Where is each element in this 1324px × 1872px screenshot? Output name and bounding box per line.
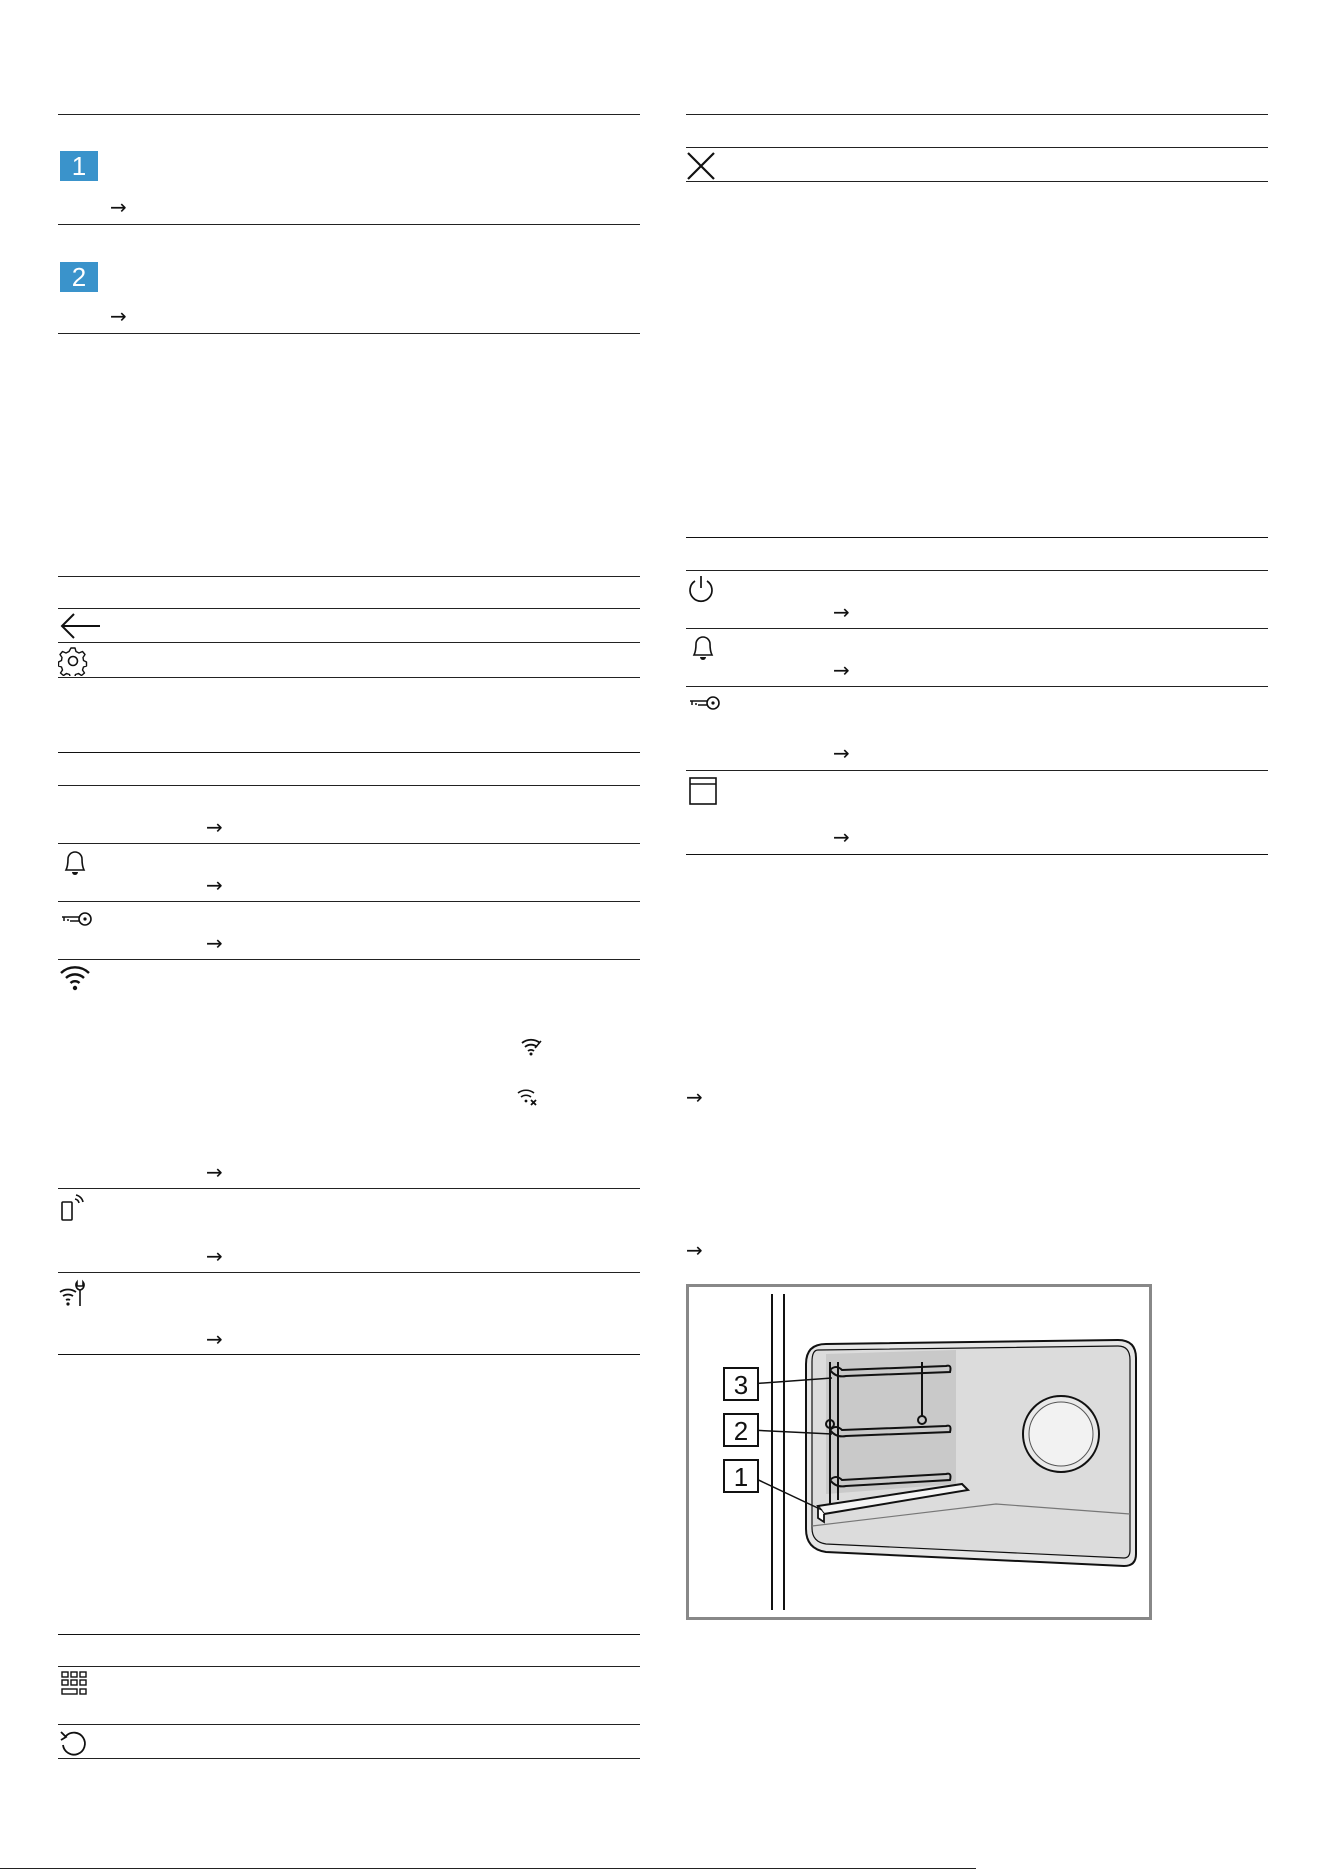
- result-arrow: →: [833, 825, 850, 849]
- table-rule: [686, 854, 1268, 855]
- table-rule: [58, 785, 640, 786]
- table-rule: [58, 1354, 640, 1355]
- shelf-label-1: 1: [733, 1462, 749, 1492]
- table-rule: [686, 628, 1268, 629]
- table-rule: [58, 677, 640, 678]
- table-rule: [58, 576, 640, 577]
- settings-gear-icon: [58, 646, 88, 676]
- keypad-grid-icon: [60, 1670, 90, 1700]
- table-rule: [58, 608, 640, 609]
- remote-start-icon: [58, 1192, 90, 1224]
- table-rule: [58, 1724, 640, 1725]
- footer-rule: [0, 1868, 976, 1869]
- table-rule: [58, 843, 640, 844]
- remote-diagnostics-icon: [58, 1276, 92, 1308]
- result-arrow: →: [110, 304, 127, 328]
- table-rule: [58, 1634, 640, 1635]
- table-rule: [686, 537, 1268, 538]
- shelf-label-3: 3: [733, 1370, 749, 1400]
- table-rule: [58, 642, 640, 643]
- result-arrow: →: [206, 1244, 223, 1268]
- table-rule: [58, 1666, 640, 1667]
- rule: [58, 114, 640, 115]
- table-rule: [58, 1758, 640, 1759]
- table-rule: [686, 114, 1268, 115]
- result-arrow: →: [206, 873, 223, 897]
- result-arrow: →: [206, 815, 223, 839]
- result-arrow: →: [833, 658, 850, 682]
- result-arrow: →: [833, 600, 850, 624]
- result-arrow: →: [110, 195, 127, 219]
- table-rule: [686, 570, 1268, 571]
- oven-door-icon: [688, 776, 718, 806]
- table-rule: [58, 1188, 640, 1189]
- key-icon: [688, 692, 722, 714]
- rule: [58, 224, 640, 225]
- oven-interior-illustration: [686, 1284, 1152, 1620]
- rule: [58, 333, 640, 334]
- close-x-icon: [686, 151, 716, 181]
- bell-icon: [688, 633, 718, 663]
- bell-icon: [60, 848, 90, 878]
- power-icon: [686, 574, 716, 604]
- result-arrow: →: [206, 1327, 223, 1351]
- table-rule: [686, 686, 1268, 687]
- back-arrow-icon: [58, 612, 102, 640]
- table-rule: [58, 1272, 640, 1273]
- step-badge-1: 1: [60, 151, 98, 181]
- wifi-icon: [58, 962, 92, 992]
- result-arrow: →: [686, 1085, 703, 1109]
- result-arrow: →: [206, 1160, 223, 1184]
- key-icon: [60, 908, 94, 930]
- result-arrow: →: [686, 1238, 703, 1262]
- shelf-label-2: 2: [733, 1416, 749, 1446]
- wifi-disconnected-icon: [516, 1086, 540, 1106]
- table-rule: [686, 147, 1268, 148]
- table-rule: [58, 959, 640, 960]
- wifi-connecting-icon: [520, 1036, 544, 1056]
- table-rule: [686, 770, 1268, 771]
- oven-shelf-figure: [686, 1284, 1152, 1620]
- result-arrow: →: [206, 931, 223, 955]
- result-arrow: →: [833, 741, 850, 765]
- table-rule: [58, 752, 640, 753]
- table-rule: [686, 181, 1268, 182]
- table-rule: [58, 901, 640, 902]
- step-badge-2: 2: [60, 262, 98, 292]
- reset-icon: [58, 1728, 88, 1758]
